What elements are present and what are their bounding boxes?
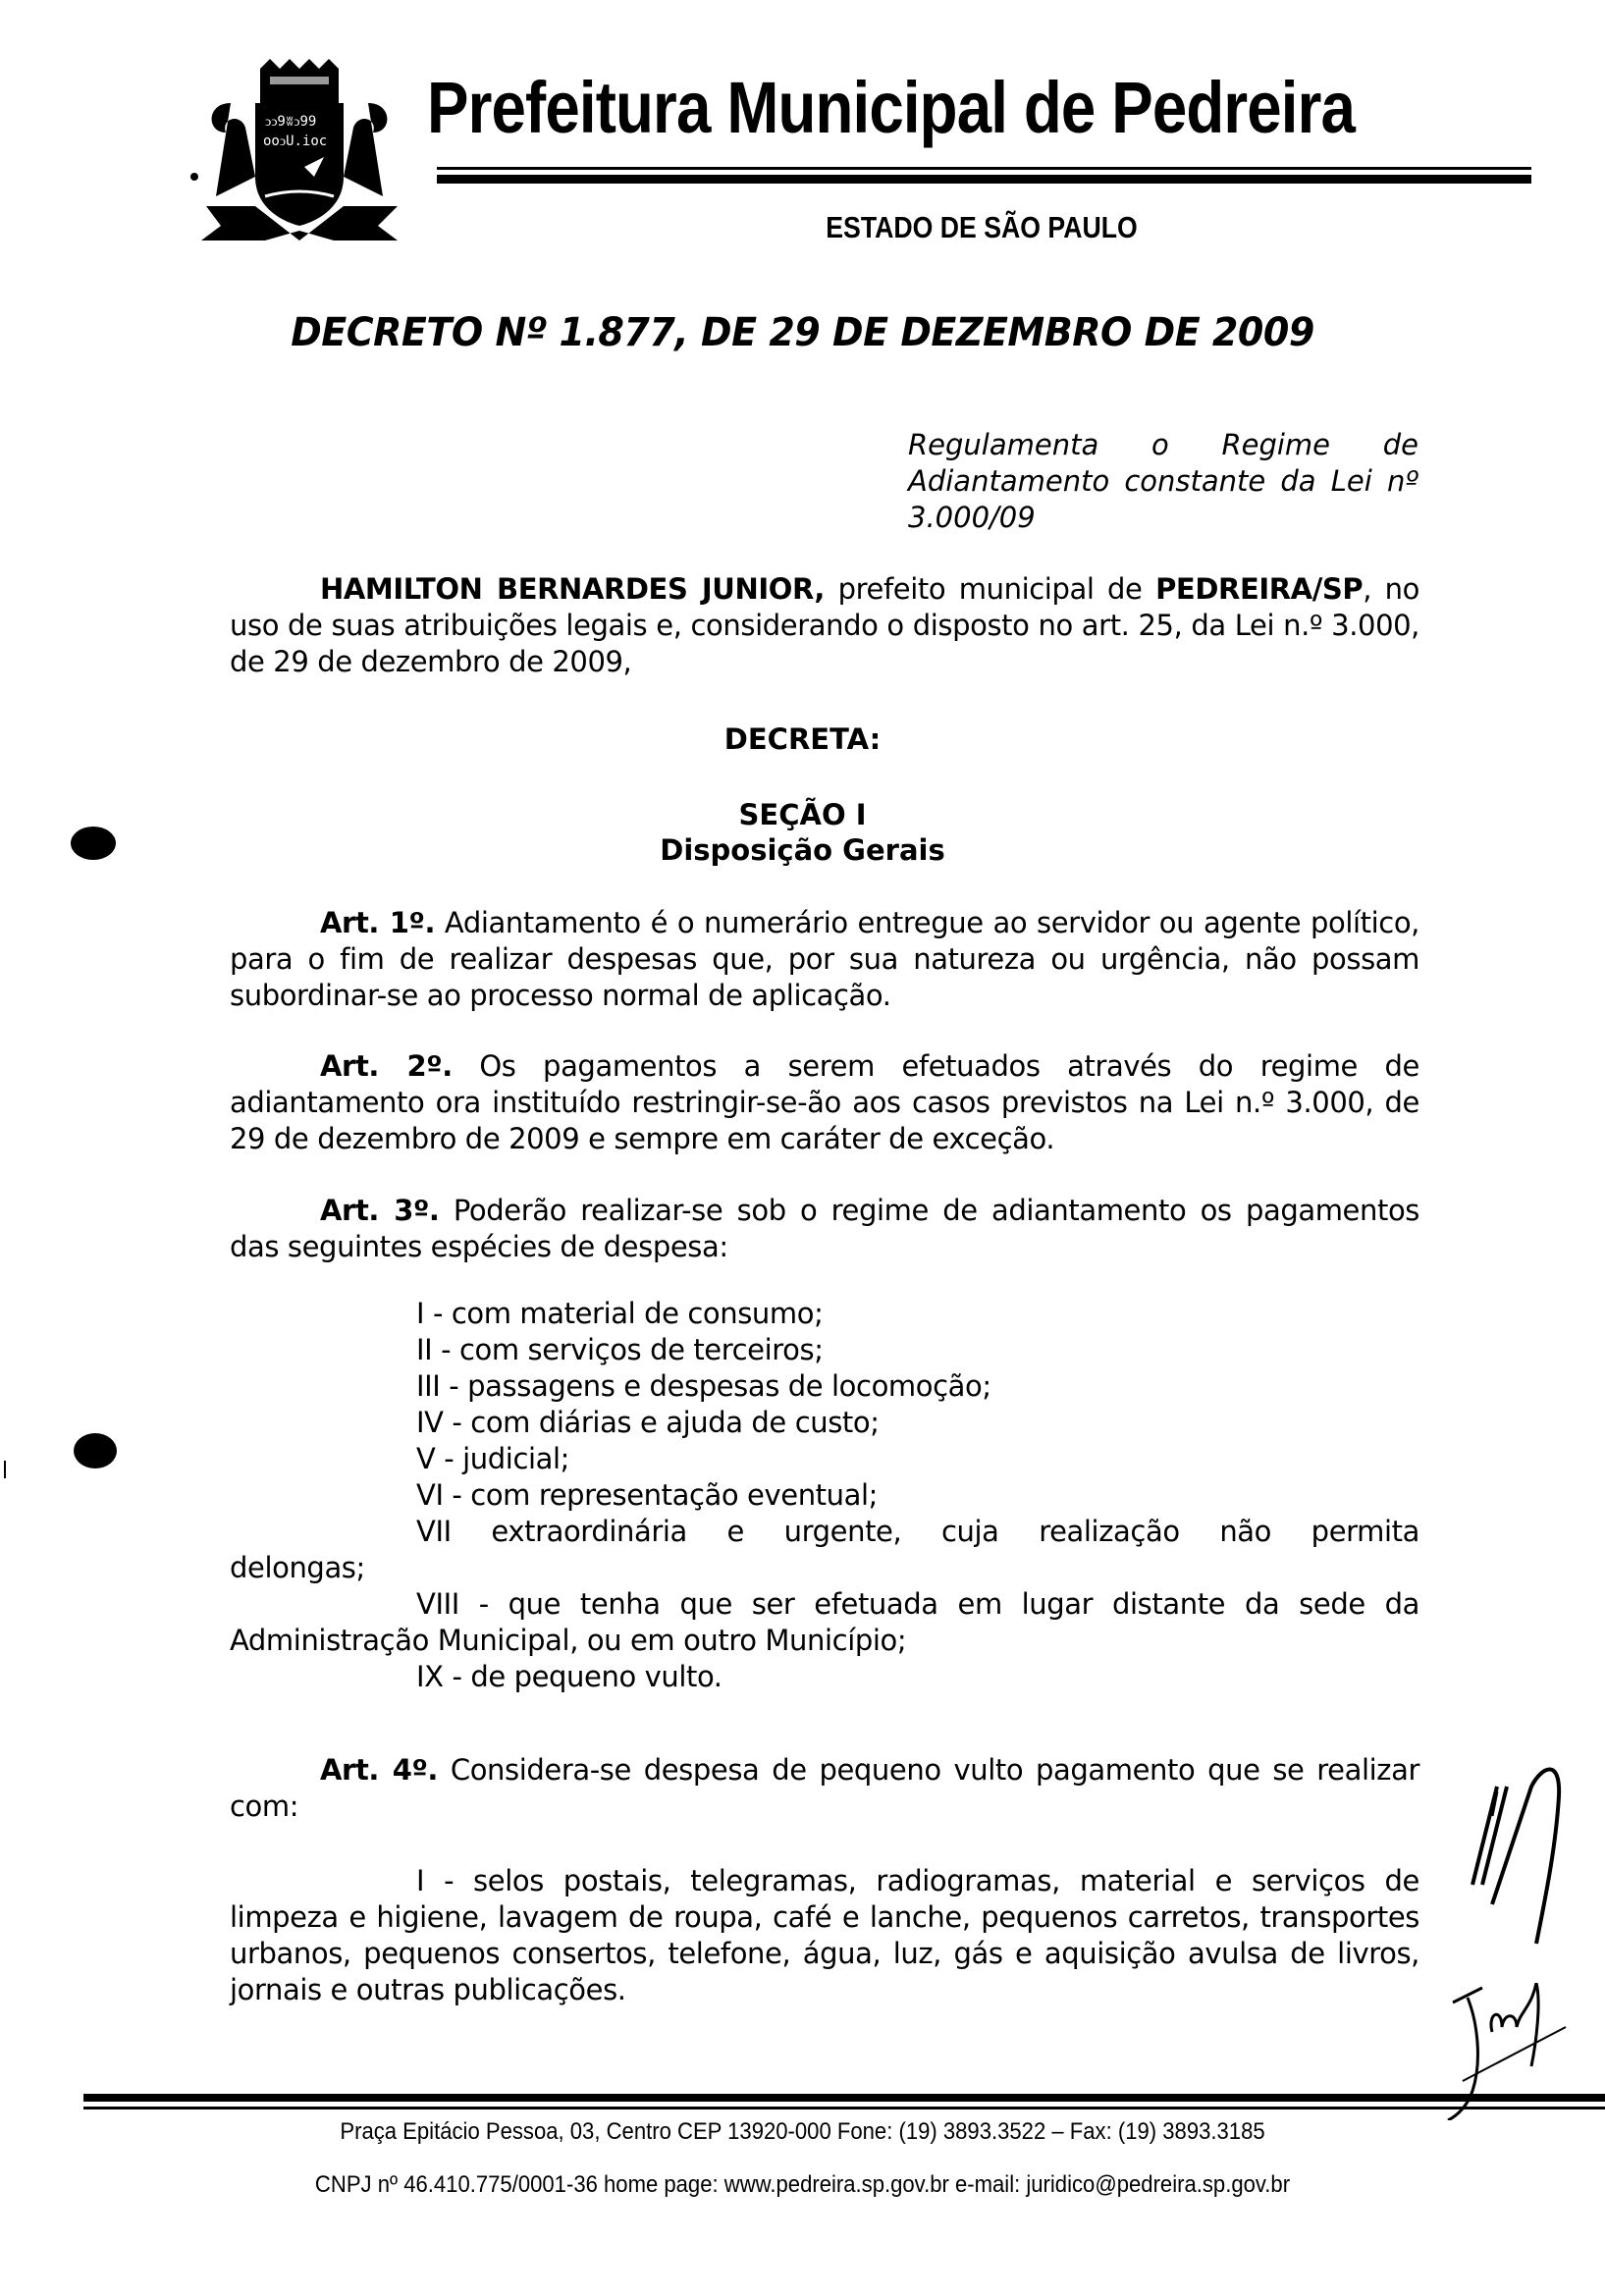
svg-text:ↄↄ9ʬↄ99: ↄↄ9ʬↄ99: [265, 114, 317, 130]
mayor-name: HAMILTON BERNARDES JUNIOR,: [320, 572, 826, 606]
article-3: Art. 3º. Poderão realizar-se sob o regime de adiantamento os pagamentos das seguintes espécies de despesa:: [230, 1194, 1419, 1263]
footer-divider-thick: [83, 2094, 1605, 2102]
list-item: II - com serviços de terceiros;: [416, 1333, 824, 1366]
decreta-heading: DECRETA:: [723, 722, 882, 756]
header-divider: [437, 167, 1531, 170]
article-4: Art. 4º. Considera-se despesa de pequeno vulto pagamento que se realizar com:: [230, 1753, 1419, 1823]
list-item: I - com material de consumo;: [416, 1297, 824, 1330]
list-item: IX - de pequeno vulto.: [416, 1660, 722, 1693]
punch-hole-mark: [71, 827, 116, 860]
list-item-continuation: Administração Municipal, ou em outro Município;: [230, 1624, 907, 1657]
footer-divider: [83, 2107, 1605, 2109]
margin-mark: [4, 1461, 6, 1478]
article-label: Art. 4º.: [320, 1753, 439, 1787]
initials-signature-icon: [1453, 1757, 1571, 1963]
footer-contact: CNPJ nº 46.410.775/0001-36 home page: www.pedreira.sp.gov.br e-mail: juridico@pedreira.sp.gov.br: [314, 2171, 1291, 2198]
institution-name: Prefeitura Municipal de Pedreira: [427, 67, 1356, 148]
list-item: VII extraordinária e urgente, cuja realização não permita: [416, 1515, 1419, 1548]
section-number: SEÇÃO I: [738, 798, 867, 831]
list-item: VIII - que tenha que ser efetuada em lugar distante da sede da: [416, 1587, 1419, 1621]
article-label: Art. 3º.: [320, 1194, 440, 1227]
article-label: Art. 1º.: [320, 906, 436, 939]
decree-ementa: [908, 427, 1418, 536]
list-item: III - passagens e despesas de locomoção;: [416, 1369, 991, 1403]
decree-title: DECRETO Nº 1.877, DE 29 DE DEZEMBRO DE 2009: [291, 310, 1314, 355]
ementa-line: Regulamenta o Regime de: [908, 428, 1418, 461]
list-item: IV - com diárias e ajuda de custo;: [416, 1406, 880, 1439]
article-2: Art. 2º. Os pagamentos a serem efetuados através do regime de adiantamento ora instituído restringir-se-ão aos casos previstos na Lei n.º 3.000, de 29 de dezembro de 2009 e sempre em caráter de exceção.: [230, 1049, 1419, 1155]
city-name: PEDREIRA/SP: [1155, 572, 1364, 606]
punch-hole-mark: [74, 1433, 117, 1468]
list-item: VI - com representação eventual;: [416, 1478, 879, 1512]
article-3-items: [230, 1296, 1419, 1695]
ementa-line: 3.000/09: [908, 501, 1036, 534]
header-divider-thick: [437, 175, 1531, 184]
article-4-item-i: I - selos postais, telegramas, radiogramas, material e serviços de limpeza e higiene, lavagem de roupa, café e lanche, pequenos carretos, transportes urbanos, pequenos consertos, telefone, água, luz, gás e aquisição avulsa de livros, jornais e outras publicações.: [230, 1864, 1419, 2006]
footer-address: Praça Epitácio Pessoa, 03, Centro CEP 13920-000 Fone: (19) 3893.3522 – Fax: (19) 3893.3185: [340, 2118, 1265, 2145]
list-item-continuation: delongas;: [230, 1551, 365, 1584]
ementa-line: Adiantamento constante da Lei nº: [908, 464, 1418, 498]
article-1: Art. 1º. Adiantamento é o numerário entregue ao servidor ou agente político, para o fim de realizar despesas que, por sua natureza ou urgência, não possam subordinar-se ao processo normal de aplicação.: [230, 906, 1419, 1012]
list-item: V - judicial;: [416, 1442, 570, 1475]
preamble: HAMILTON BERNARDES JUNIOR, prefeito municipal de PEDREIRA/SP, no uso de suas atribuições legais e, considerando o disposto no art. 25, da Lei n.º 3.000, de 29 de dezembro de 2009,: [230, 572, 1419, 678]
coat-of-arms-icon: [187, 59, 412, 245]
section-title: Disposição Gerais: [660, 833, 945, 867]
svg-text:ooↄU.ioc: ooↄU.ioc: [263, 133, 328, 149]
state-name: ESTADO DE SÃO PAULO: [826, 210, 1138, 244]
article-label: Art. 2º.: [320, 1049, 453, 1083]
